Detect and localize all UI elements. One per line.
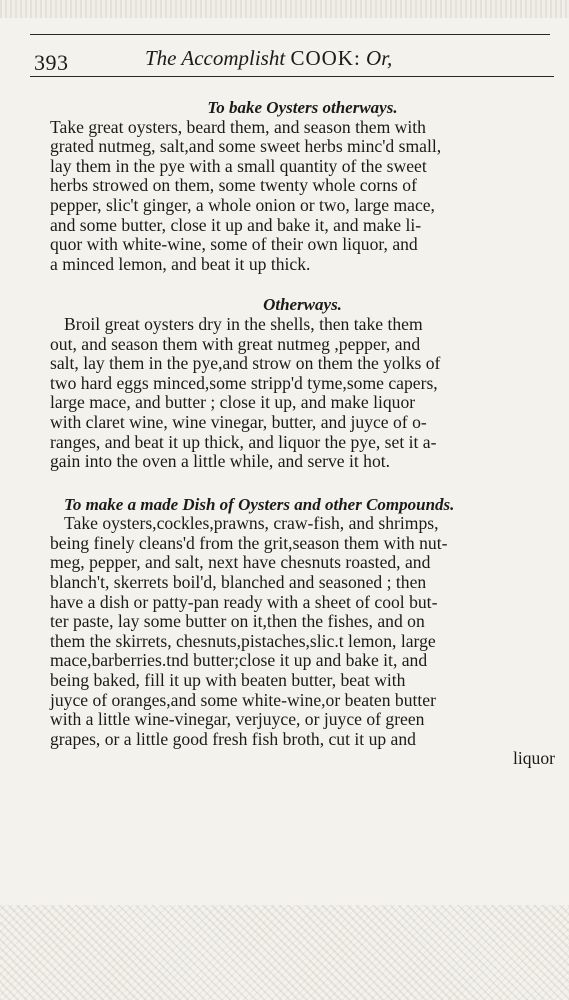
text-line: juyce of oranges,and some white-wine,or beaten butter <box>50 689 436 710</box>
recipe-text <box>50 118 555 275</box>
text-line: with claret wine, wine vinegar, butter, and juyce of o- <box>50 411 427 432</box>
recipe-otherways <box>50 295 555 471</box>
text-line: have a dish or patty-pan ready with a sheet of cool but- <box>50 591 438 612</box>
text-line: Take oysters,cockles,prawns, craw-fish, and shrimps, <box>64 513 439 534</box>
text-line: them the skirrets, chesnuts,pistaches,slic.t lemon, large <box>50 630 436 651</box>
page-number: 393 <box>34 50 69 75</box>
text-line: quor with white-wine, some of their own liquor, and <box>50 234 418 255</box>
header-top-rule <box>30 34 550 35</box>
scan-edge-top <box>0 0 569 18</box>
section-gap <box>50 472 555 495</box>
scan-edge-bottom <box>0 905 569 1000</box>
recipe-text <box>50 315 555 472</box>
page-header <box>30 40 550 80</box>
text-line: out, and season them with great nutmeg ,pepper, and <box>50 333 421 354</box>
recipe-text <box>50 514 555 769</box>
text-line: with a little wine-vinegar, verjuyce, or juyce of green <box>50 709 425 730</box>
catchword: liquor <box>512 748 555 769</box>
text-line: being baked, fill it up with beaten butter, beat with <box>50 670 406 691</box>
recipe-title: To bake Oysters otherways. <box>207 98 398 117</box>
text-line: ter paste, lay some butter on it,then the fishes, and on <box>50 611 425 632</box>
header-rule <box>30 76 554 77</box>
text-line: gain into the oven a little while, and serve it hot. <box>50 451 391 472</box>
text-line: being finely cleans'd from the grit,season them with nut- <box>50 532 448 553</box>
page-body <box>50 98 555 769</box>
recipe-title: Otherways. <box>263 295 342 315</box>
text-line: lay them in the pye with a small quantity of the sweet <box>50 155 427 176</box>
text-line: ranges, and beat it up thick, and liquor the pye, set it a- <box>50 431 437 452</box>
text-line: mace,barberries.tnd butter;close it up and bake it, and <box>50 650 428 671</box>
text-line: salt, lay them in the pye,and strow on them the yolks of <box>50 353 441 374</box>
text-line: two hard eggs minced,some stripp'd tyme,some capers, <box>50 372 438 393</box>
text-line: large mace, and butter ; close it up, and make liquor <box>50 392 416 413</box>
text-line: Take great oysters, beard them, and season them with <box>50 116 426 137</box>
text-line: a minced lemon, and beat it up thick. <box>50 253 311 274</box>
running-head-caps: COOK: <box>290 46 361 70</box>
recipe-made-dish-of-oysters <box>50 495 555 769</box>
text-line: blanch't, skerrets boil'd, blanched and seasoned ; then <box>50 572 427 593</box>
text-line: pepper, slic't ginger, a whole onion or two, large mace, <box>50 194 435 215</box>
text-line: grated nutmeg, salt,and some sweet herbs minc'd small, <box>50 136 442 157</box>
running-head-tail: Or, <box>366 46 393 70</box>
text-line: grapes, or a little good fresh fish broth, cut it up and <box>50 728 416 749</box>
running-head-italic: The Accomplisht <box>145 46 286 70</box>
recipe-title: To make a made Dish of Oysters and other Compounds. <box>64 494 455 514</box>
text-line: meg, pepper, and salt, next have chesnuts roasted, and <box>50 552 431 573</box>
text-line: herbs strowed on them, some twenty whole corns of <box>50 175 417 196</box>
section-gap <box>50 274 555 295</box>
recipe-bake-oysters-otherways <box>50 98 555 274</box>
text-line: and some butter, close it up and bake it, and make li- <box>50 214 422 235</box>
running-head <box>145 46 392 71</box>
text-line: Broil great oysters dry in the shells, then take them <box>64 313 423 334</box>
